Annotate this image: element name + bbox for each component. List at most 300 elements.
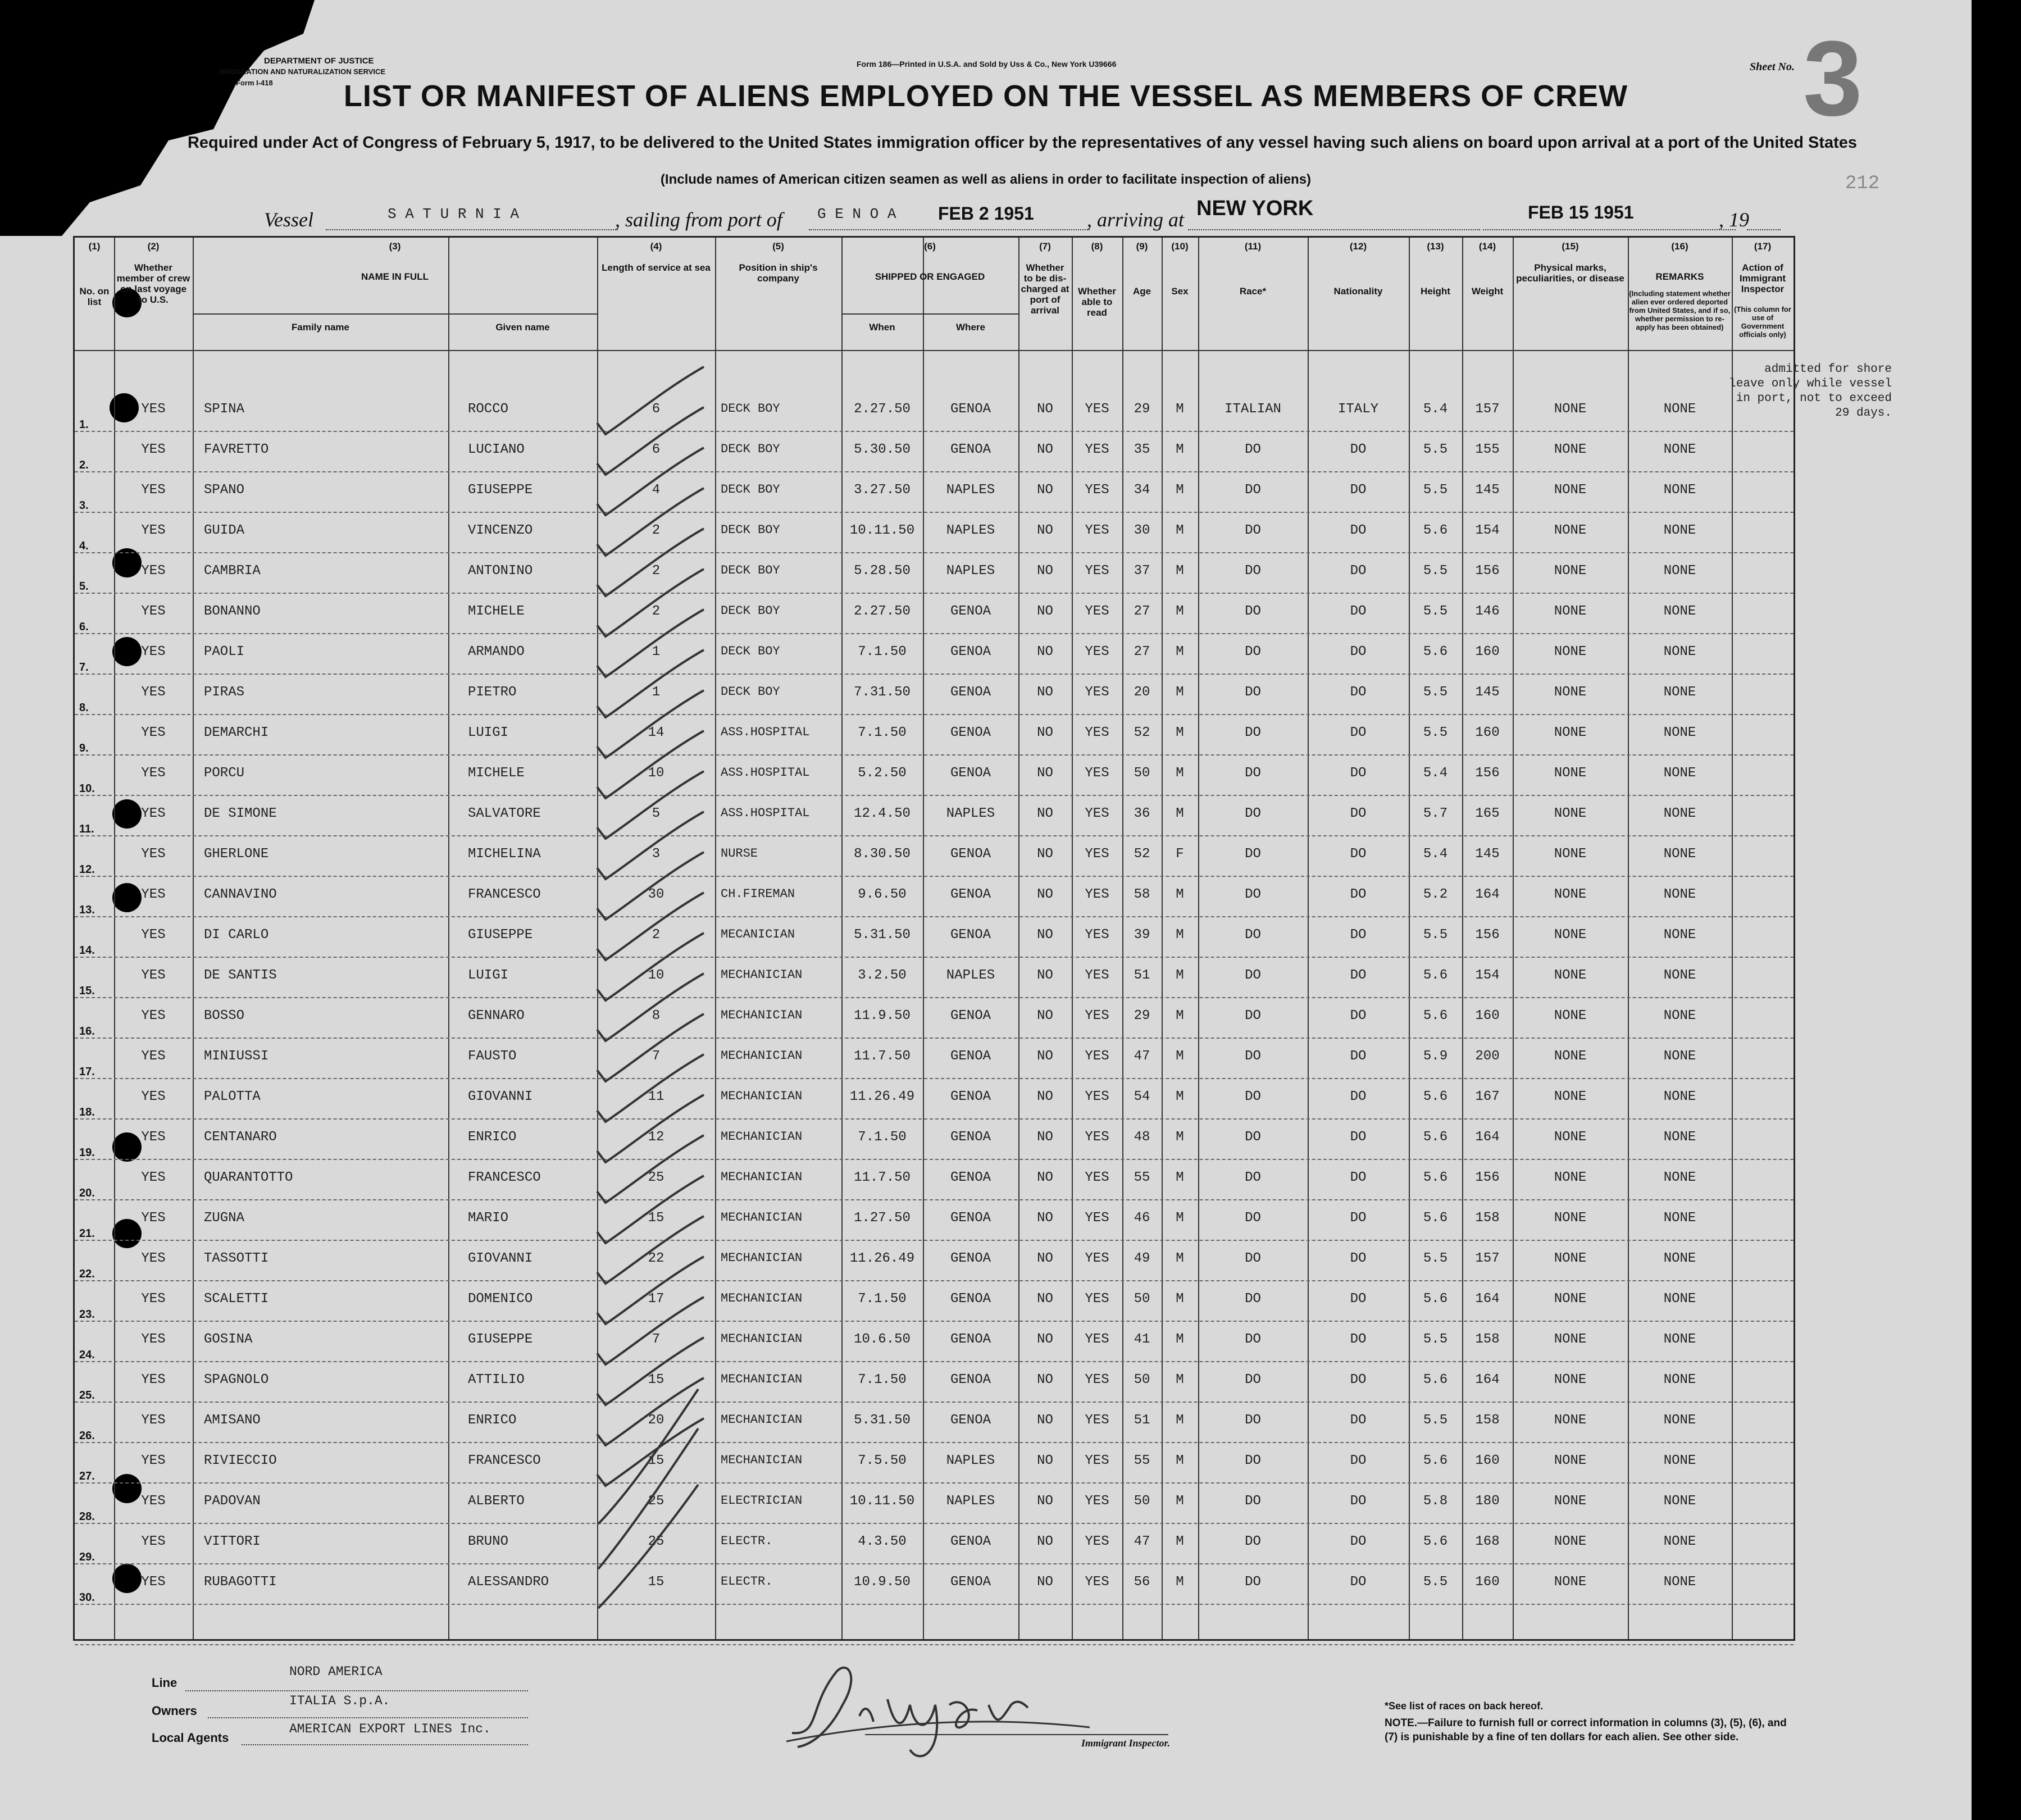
cell-marks: NONE [1554,1494,1587,1509]
column-number: (7) [1039,241,1051,252]
cell-crew: YES [141,402,166,417]
cell-where: NAPLES [946,483,995,498]
cell-position: MECHANICIAN [721,1008,803,1022]
cell-weight: 165 [1475,806,1500,821]
cell-weight: 168 [1475,1534,1500,1549]
cell-when: 7.31.50 [854,685,911,700]
cell-crew: YES [141,1251,166,1266]
cell-when: 11.26.49 [849,1251,915,1266]
cell-read: YES [1085,563,1109,579]
subheader-given: Given name [495,322,550,333]
column-header: Length of service at sea [602,262,711,273]
row-number: 2. [79,459,89,471]
cell-race: DO [1245,1130,1261,1145]
cell-position: ELECTR. [721,1575,773,1589]
cell-read: YES [1085,1291,1109,1307]
cell-read: YES [1085,1494,1109,1509]
cell-marks: NONE [1554,1170,1587,1185]
cell-crew: YES [141,1494,166,1509]
row-number: 5. [79,580,89,593]
cell-where: GENOA [950,685,991,700]
cell-nat: DO [1350,1494,1367,1509]
cell-disch: NO [1037,766,1053,781]
cell-sex: M [1176,1413,1184,1428]
cell-weight: 156 [1475,766,1500,781]
check-mark [597,1378,704,1445]
cell-disch: NO [1037,563,1053,579]
cell-read: YES [1085,1251,1109,1266]
row-number: 8. [79,702,89,714]
cell-read: YES [1085,1130,1109,1145]
cell-crew: YES [141,725,166,740]
check-mark [597,488,704,556]
cell-family: PADOVAN [204,1494,261,1509]
cell-crew: YES [141,604,166,619]
cell-nat: DO [1350,1211,1367,1226]
cell-service: 6 [652,442,661,457]
cell-disch: NO [1037,1130,1053,1145]
cell-read: YES [1085,766,1109,781]
check-mark [597,731,704,798]
cell-disch: NO [1037,847,1053,862]
cell-when: 11.7.50 [854,1170,911,1185]
page-title: LIST OR MANIFEST OF ALIENS EMPLOYED ON THE VESSEL AS MEMBERS OF CREW [343,79,1628,113]
cell-where: GENOA [950,1089,991,1104]
cell-nat: DO [1350,1332,1367,1347]
cell-position: DECK BOY [721,402,780,416]
cell-position: ASS.HOSPITAL [721,725,810,739]
column-header: Position in ship's company [739,262,818,284]
cell-when: 5.31.50 [854,1413,911,1428]
check-mark [597,529,704,596]
cell-race: DO [1245,1372,1261,1387]
cell-service: 8 [652,1008,661,1023]
cell-nat: DO [1350,725,1367,740]
cell-remarks: NONE [1663,1089,1696,1104]
inspector-annotation: admitted for shore leave only while vessel in port, not to exceed 29 days. [1729,363,1892,420]
cell-given: GIOVANNI [468,1089,533,1104]
column-header: Age [1132,286,1151,297]
check-mark [597,1418,704,1486]
cell-marks: NONE [1554,1372,1587,1387]
owners-value: ITALIA S.p.A. [289,1694,390,1708]
cell-where: GENOA [950,1211,991,1226]
cell-sex: M [1176,1291,1184,1307]
cell-remarks: NONE [1663,442,1696,457]
cell-read: YES [1085,806,1109,821]
cell-marks: NONE [1554,523,1587,538]
cell-where: NAPLES [946,563,995,579]
cell-service: 1 [652,644,661,659]
check-mark [597,1176,704,1243]
cell-weight: 157 [1475,1251,1500,1266]
cell-marks: NONE [1554,1534,1587,1549]
cell-marks: NONE [1554,644,1587,659]
column-header: Sex [1171,286,1189,297]
column-number: (12) [1349,241,1367,252]
cell-height: 5.4 [1423,847,1448,862]
cell-age: 35 [1134,442,1150,457]
cell-remarks: NONE [1663,766,1696,781]
cell-position: MECHANICIAN [721,1251,803,1265]
cell-weight: 154 [1475,523,1500,538]
cell-given: BRUNO [468,1534,509,1549]
cell-remarks: NONE [1663,483,1696,498]
cell-disch: NO [1037,806,1053,821]
cell-race: DO [1245,725,1261,740]
row-number: 23. [79,1308,95,1321]
cell-race: DO [1245,927,1261,943]
cell-sex: M [1176,1534,1184,1549]
cell-disch: NO [1037,1372,1053,1387]
cell-given: GIUSEPPE [468,1332,533,1347]
cell-remarks: NONE [1663,847,1696,862]
cell-marks: NONE [1554,968,1587,983]
cell-disch: NO [1037,402,1053,417]
cell-position: MECHANICIAN [721,1130,803,1144]
cell-disch: NO [1037,604,1053,619]
column-number: (14) [1478,241,1496,252]
cell-given: FRANCESCO [468,887,541,902]
cell-nat: DO [1350,442,1367,457]
cell-sex: M [1176,725,1184,740]
cell-read: YES [1085,523,1109,538]
inspector-label: Immigrant Inspector. [1081,1737,1171,1749]
cell-height: 5.6 [1423,644,1448,659]
cell-weight: 180 [1475,1494,1500,1509]
cell-where: GENOA [950,1291,991,1307]
check-mark [597,1095,704,1162]
cell-given: ARMANDO [468,644,525,659]
cell-race: DO [1245,968,1261,983]
cell-service: 15 [648,1372,664,1387]
cell-nat: DO [1350,685,1367,700]
column-number: (2) [147,241,160,252]
cell-remarks: NONE [1663,806,1696,821]
cell-crew: YES [141,442,166,457]
cell-service: 10 [648,766,664,781]
column-number: (3) [389,241,401,252]
row-number: 12. [79,863,95,876]
cell-marks: NONE [1554,442,1587,457]
cell-height: 5.5 [1423,1332,1448,1347]
cell-age: 36 [1134,806,1150,821]
cell-read: YES [1085,1049,1109,1064]
cell-race: DO [1245,1453,1261,1468]
cell-position: MECHANICIAN [721,1049,803,1063]
cell-weight: 156 [1475,927,1500,943]
cell-marks: NONE [1554,1413,1587,1428]
cell-weight: 164 [1475,1291,1500,1307]
cell-where: GENOA [950,1413,991,1428]
cell-nat: DO [1350,766,1367,781]
cell-nat: DO [1350,1089,1367,1104]
cell-nat: DO [1350,563,1367,579]
cell-where: GENOA [950,1534,991,1549]
cell-sex: F [1176,847,1184,862]
cell-age: 29 [1134,402,1150,417]
cell-height: 5.2 [1423,887,1448,902]
cell-position: DECK BOY [721,523,780,537]
check-mark [597,1297,704,1364]
row-number: 9. [79,742,89,754]
cell-disch: NO [1037,1170,1053,1185]
cell-family: CENTANARO [204,1130,277,1145]
row-number: 13. [79,904,95,916]
cell-sex: M [1176,604,1184,619]
line-label: Line [152,1676,177,1690]
cell-nat: DO [1350,806,1367,821]
cell-where: GENOA [950,1049,991,1064]
cell-height: 5.6 [1423,523,1448,538]
page-stamp: 212 [1845,173,1880,194]
cell-service: 3 [652,847,661,862]
cell-disch: NO [1037,483,1053,498]
cell-disch: NO [1037,442,1053,457]
column-header: Whether member of crew on last voyage to U.S. [116,262,190,305]
cell-disch: NO [1037,1008,1053,1023]
cell-sex: M [1176,1251,1184,1266]
cell-remarks: NONE [1663,1291,1696,1307]
cell-service: 30 [648,887,664,902]
cell-sex: M [1176,644,1184,659]
check-mark [597,893,704,960]
cell-given: FRANCESCO [468,1170,541,1185]
cell-nat: DO [1350,1575,1367,1590]
cell-remarks: NONE [1663,563,1696,579]
check-mark [597,771,704,839]
cell-given: LUCIANO [468,442,525,457]
arrival-port: NEW YORK [1196,197,1314,220]
cell-given: FRANCESCO [468,1453,541,1468]
cell-sex: M [1176,483,1184,498]
cell-position: MECHANICIAN [721,1413,803,1427]
cell-weight: 164 [1475,887,1500,902]
cell-nat: DO [1350,644,1367,659]
cell-sex: M [1176,1494,1184,1509]
owners-label: Owners [152,1704,197,1718]
cell-when: 7.1.50 [858,1372,907,1387]
cell-race: DO [1245,1291,1261,1307]
cell-weight: 158 [1475,1413,1500,1428]
cell-disch: NO [1037,1211,1053,1226]
cell-marks: NONE [1554,1008,1587,1023]
cell-where: NAPLES [946,1453,995,1468]
cell-given: GENNARO [468,1008,525,1023]
row-number: 17. [79,1066,95,1078]
cell-where: GENOA [950,1575,991,1590]
cell-read: YES [1085,1413,1109,1428]
row-number: 22. [79,1268,95,1280]
cell-where: NAPLES [946,968,995,983]
cell-when: 10.11.50 [849,1494,915,1509]
cell-read: YES [1085,968,1109,983]
check-mark [597,812,704,879]
cell-age: 46 [1134,1211,1150,1226]
cell-sex: M [1176,766,1184,781]
cell-remarks: NONE [1663,1170,1696,1185]
cell-age: 52 [1134,725,1150,740]
cell-race: DO [1245,1494,1261,1509]
subheader-remarks-note: (Including statement whether alien ever ordered deported from United States, and if so, whether permission to re-apply has been obtained) [1629,289,1731,331]
cell-service: 2 [652,927,661,943]
cell-race: DO [1245,483,1261,498]
cell-marks: NONE [1554,1130,1587,1145]
cell-disch: NO [1037,1089,1053,1104]
subheader-family: Family name [292,322,349,333]
cell-where: GENOA [950,927,991,943]
vessel-name: S A T U R N I A [388,206,520,222]
cell-age: 51 [1134,1413,1150,1428]
cell-crew: YES [141,563,166,579]
column-number: (9) [1136,241,1148,252]
cell-crew: YES [141,1413,166,1428]
check-mark [597,448,704,515]
cell-when: 7.1.50 [858,725,907,740]
check-mark [597,1054,704,1122]
cell-weight: 160 [1475,1453,1500,1468]
cell-height: 5.4 [1423,402,1448,417]
cell-weight: 145 [1475,483,1500,498]
cell-remarks: NONE [1663,523,1696,538]
cell-weight: 160 [1475,1008,1500,1023]
sailing-date: FEB 2 1951 [938,203,1034,224]
cell-crew: YES [141,1291,166,1307]
cell-service: 11 [648,1089,664,1104]
cell-nat: DO [1350,1291,1367,1307]
cell-disch: NO [1037,1413,1053,1428]
check-mark [597,1216,704,1284]
service-label: IMMIGRATION AND NATURALIZATION SERVICE [219,67,386,76]
cell-family: GUIDA [204,523,245,538]
departure-port: G E N O A [817,206,896,222]
cell-disch: NO [1037,1251,1053,1266]
cell-nat: DO [1350,1130,1367,1145]
column-header: Physical marks, peculiarities, or disease [1516,262,1624,284]
cell-position: MECHANICIAN [721,1332,803,1346]
cell-family: CAMBRIA [204,563,261,579]
row-number: 30. [79,1591,95,1604]
row-number: 19. [79,1146,95,1159]
cell-read: YES [1085,1575,1109,1590]
cell-age: 50 [1134,766,1150,781]
cell-service: 15 [648,1575,664,1590]
cell-height: 5.6 [1423,1372,1448,1387]
row-number: 10. [79,782,95,795]
cell-when: 7.1.50 [858,644,907,659]
cell-weight: 155 [1475,442,1500,457]
row-number: 3. [79,499,89,512]
year-label: , 19 [1719,208,1749,231]
cell-marks: NONE [1554,1332,1587,1347]
column-number: (4) [650,241,662,252]
cell-when: 5.28.50 [854,563,911,579]
cell-disch: NO [1037,1332,1053,1347]
cell-remarks: NONE [1663,1372,1696,1387]
cell-where: GENOA [950,442,991,457]
cell-race: DO [1245,806,1261,821]
cell-when: 3.2.50 [858,968,907,983]
cell-read: YES [1085,644,1109,659]
cell-given: ALESSANDRO [468,1575,549,1590]
cell-age: 41 [1134,1332,1150,1347]
cell-sex: M [1176,887,1184,902]
cell-read: YES [1085,685,1109,700]
cell-read: YES [1085,1008,1109,1023]
cell-when: 10.6.50 [854,1332,911,1347]
cell-weight: 164 [1475,1372,1500,1387]
cell-race: DO [1245,1049,1261,1064]
required-text: Required under Act of Congress of February 5, 1917, to be delivered to the United States immigration officer by the representatives of any vessel having such aliens on board upon arrival at a port of the United States [187,134,1858,152]
column-number: (6) [924,241,936,252]
check-mark [597,609,704,677]
cell-marks: NONE [1554,685,1587,700]
row-number: 7. [79,661,89,674]
cell-given: FAUSTO [468,1049,517,1064]
cell-marks: NONE [1554,887,1587,902]
cell-weight: 157 [1475,402,1500,417]
cell-age: 54 [1134,1089,1150,1104]
cell-position: MECHANICIAN [721,1291,803,1305]
cell-when: 4.3.50 [858,1534,907,1549]
cell-disch: NO [1037,1575,1053,1590]
cell-age: 55 [1134,1453,1150,1468]
cell-service: 4 [652,483,661,498]
cell-nat: DO [1350,887,1367,902]
row-number: 25. [79,1389,95,1402]
row-number: 14. [79,944,95,957]
cell-when: 1.27.50 [854,1211,911,1226]
cell-sex: M [1176,523,1184,538]
cell-when: 9.6.50 [858,887,907,902]
cell-where: GENOA [950,1170,991,1185]
column-header: Weight [1471,286,1504,297]
cell-height: 5.5 [1423,685,1448,700]
cell-sex: M [1176,1211,1184,1226]
cell-race: DO [1245,766,1261,781]
cell-age: 29 [1134,1008,1150,1023]
cell-height: 5.6 [1423,1453,1448,1468]
cell-where: GENOA [950,1332,991,1347]
cell-given: ANTONINO [468,563,533,579]
check-mark [597,1014,704,1081]
cell-remarks: NONE [1663,968,1696,983]
cell-read: YES [1085,402,1109,417]
column-header: Action of Immigrant Inspector [1739,262,1786,294]
row-number: 27. [79,1470,95,1482]
sheet-number: 3 [1803,19,1863,138]
cell-position: MECHANICIAN [721,1089,803,1103]
cell-position: MECHANICIAN [721,1453,803,1467]
cell-marks: NONE [1554,806,1587,821]
cell-service: 22 [648,1251,664,1266]
cell-race: DO [1245,604,1261,619]
cell-remarks: NONE [1663,1049,1696,1064]
cell-remarks: NONE [1663,1251,1696,1266]
row-number: 24. [79,1349,95,1361]
cell-service: 17 [648,1291,664,1307]
cell-family: FAVRETTO [204,442,269,457]
cell-marks: NONE [1554,1089,1587,1104]
cell-height: 5.4 [1423,766,1448,781]
cell-nat: DO [1350,968,1367,983]
cell-crew: YES [141,644,166,659]
cell-crew: YES [141,1372,166,1387]
cell-nat: DO [1350,847,1367,862]
cell-race: DO [1245,442,1261,457]
check-mark [597,852,704,920]
cell-where: GENOA [950,1251,991,1266]
